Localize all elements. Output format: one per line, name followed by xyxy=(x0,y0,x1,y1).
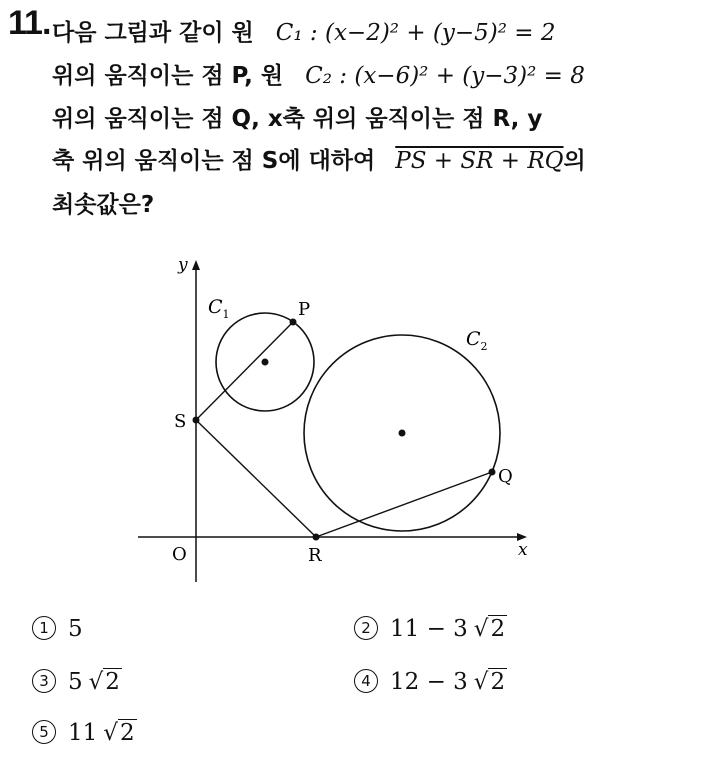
choice-4-sqrt: 2 xyxy=(490,669,506,695)
question-line-5: 최솟값은? xyxy=(52,192,155,218)
point-r xyxy=(313,534,320,541)
point-q-label: Q xyxy=(498,466,513,487)
circle-c2-equation: C₂ : (x−6)² + (y−3)² = 8 xyxy=(305,63,585,89)
question-line-2 xyxy=(52,57,585,90)
point-r-label: R xyxy=(308,545,322,566)
y-axis-label: y xyxy=(178,255,188,275)
choice-5-text: 11 xyxy=(68,720,98,746)
point-p-label: P xyxy=(298,299,311,320)
choice-2-marker: 2 xyxy=(354,616,378,640)
x-axis-label: x xyxy=(518,540,528,560)
choice-3[interactable]: 3 5 √2 xyxy=(32,669,122,695)
line4-suffix: 의 xyxy=(563,148,586,174)
y-axis-arrow xyxy=(192,260,200,270)
center-c1 xyxy=(262,359,269,366)
choice-1-marker: 1 xyxy=(32,616,56,640)
question-line-4 xyxy=(52,142,586,175)
choice-1[interactable] xyxy=(32,616,83,642)
c2-label: $C_2$ xyxy=(466,328,488,353)
point-q xyxy=(489,469,496,476)
choice-4[interactable]: 4 12 − 3 √2 xyxy=(354,669,507,695)
choice-5[interactable]: 5 11 √2 xyxy=(32,720,137,746)
choice-3-text: 5 xyxy=(68,669,83,695)
segment-ps xyxy=(196,322,293,420)
line1-text: 다음 그림과 같이 원 xyxy=(52,20,254,46)
choice-1-text: 5 xyxy=(68,616,83,642)
question-line-3: 위의 움직이는 점 Q, x축 위의 움직이는 점 R, y xyxy=(52,106,543,132)
coordinate-figure xyxy=(130,250,550,590)
choice-2[interactable]: 2 11 − 3 √2 xyxy=(354,616,507,642)
line2-text: 위의 움직이는 점 P, 원 xyxy=(52,63,284,89)
point-s-label: S xyxy=(174,411,187,432)
question-number: 11. xyxy=(8,4,51,42)
choice-5-marker: 5 xyxy=(32,720,56,744)
question-line-1 xyxy=(52,14,556,47)
choice-5-sqrt: 2 xyxy=(119,720,135,746)
segment-rq xyxy=(316,472,492,537)
point-p xyxy=(290,319,297,326)
point-s xyxy=(193,417,200,424)
choice-3-marker: 3 xyxy=(32,669,56,693)
choice-4-marker: 4 xyxy=(354,669,378,693)
choice-2-sqrt: 2 xyxy=(490,616,506,642)
segment-sr xyxy=(196,420,316,537)
c1-label: $C_1$ xyxy=(208,296,230,321)
line4-text: 축 위의 움직이는 점 S에 대하여 xyxy=(52,148,376,174)
choice-3-sqrt: 2 xyxy=(105,669,120,695)
circle-c1-equation: C₁ : (x−2)² + (y−5)² = 2 xyxy=(275,20,556,46)
choice-2-text: 11 − 3 xyxy=(390,616,468,642)
choice-4-text: 12 − 3 xyxy=(390,669,468,695)
sum-expression: PS + SR + RQ xyxy=(395,148,564,174)
origin-label: O xyxy=(172,544,187,565)
center-c2 xyxy=(399,430,406,437)
